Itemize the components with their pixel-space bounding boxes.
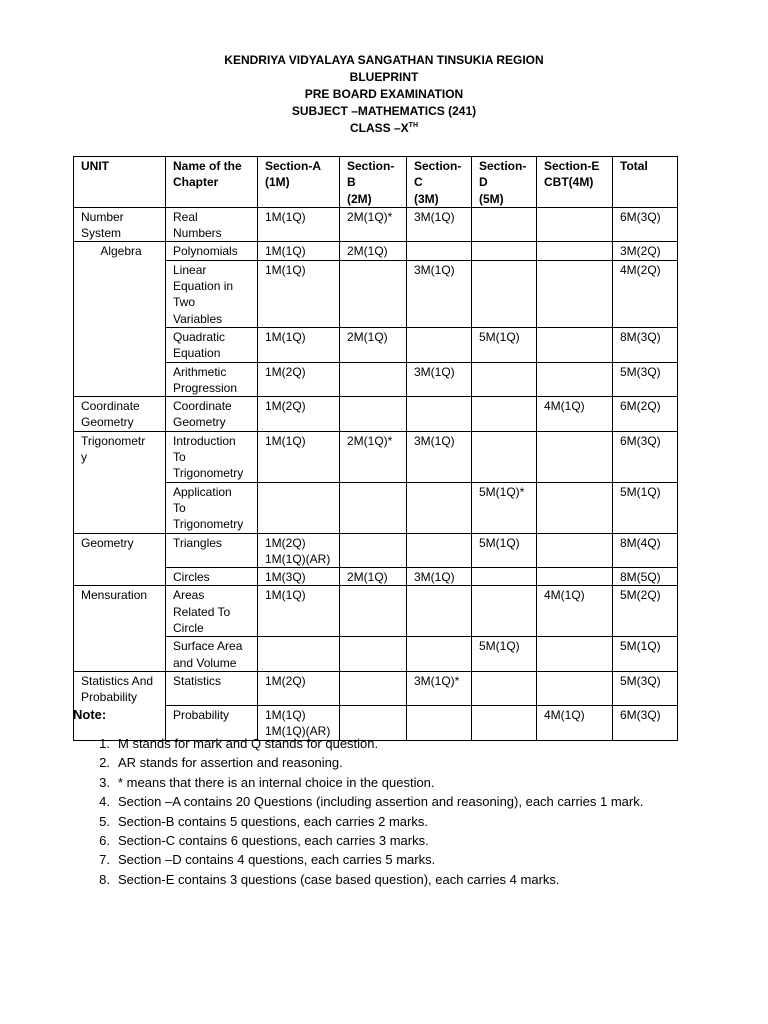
- cell-chapter: Introduction To Trigonometry: [166, 431, 258, 482]
- table-row: [74, 586, 678, 637]
- table-row: [74, 327, 678, 362]
- cell-section-e: [537, 568, 613, 586]
- cell-chapter: Coordinate Geometry: [166, 397, 258, 432]
- cell-section-a: 1M(3Q): [258, 568, 340, 586]
- cell-total: 5M(1Q): [613, 637, 678, 672]
- note-number: 8.: [99, 871, 110, 887]
- cell-section-b: 2M(1Q)*: [340, 207, 407, 242]
- cell-section-c: 3M(1Q): [407, 207, 472, 242]
- cell-section-a: [258, 482, 340, 533]
- cell-chapter: Statistics: [166, 671, 258, 705]
- cell-section-a: 1M(1Q): [258, 242, 340, 260]
- cell-section-c: [407, 327, 472, 362]
- note-text: Section-B contains 5 questions, each carries 2 marks.: [118, 813, 428, 829]
- cell-section-e: 4M(1Q): [537, 706, 613, 741]
- header-unit: UNIT: [74, 157, 166, 208]
- cell-section-b: [340, 586, 407, 637]
- cell-section-e: 4M(1Q): [537, 586, 613, 637]
- cell-section-a: 1M(1Q): [258, 260, 340, 327]
- cell-section-b: 2M(1Q)*: [340, 431, 407, 482]
- table-row: [74, 637, 678, 672]
- cell-section-d: 5M(1Q): [472, 637, 537, 672]
- cell-section-c: 3M(1Q): [407, 362, 472, 397]
- subject-line: SUBJECT –MATHEMATICS (241): [291, 104, 477, 118]
- cell-section-e: [537, 362, 613, 397]
- cell-section-a: 1M(2Q) 1M(1Q)(AR): [258, 533, 340, 568]
- cell-total: 6M(3Q): [613, 207, 678, 242]
- note-item: [73, 831, 643, 850]
- note-item: [73, 792, 643, 811]
- note-number: 1.: [99, 736, 110, 751]
- notes-list: [73, 734, 643, 889]
- cell-chapter: Polynomials: [166, 242, 258, 260]
- cell-chapter: Areas Related To Circle: [166, 586, 258, 637]
- note-text: AR stands for assertion and reasoning.: [118, 755, 343, 771]
- header-section-d: Section- D (5M): [472, 157, 537, 208]
- class-text: CLASS –X: [349, 121, 409, 135]
- cell-section-e: [537, 327, 613, 362]
- class-line: [0, 120, 768, 137]
- table-row: [74, 260, 678, 327]
- cell-total: 6M(3Q): [613, 706, 678, 741]
- document-type: BLUEPRINT: [349, 70, 419, 84]
- cell-chapter: Application To Trigonometry: [166, 482, 258, 533]
- cell-section-d: [472, 586, 537, 637]
- table-row: [74, 362, 678, 397]
- cell-section-d: 5M(1Q)*: [472, 482, 537, 533]
- cell-unit: Geometry: [74, 533, 166, 568]
- cell-section-c: 3M(1Q): [407, 260, 472, 327]
- cell-section-b: [340, 362, 407, 397]
- note-item: [73, 773, 643, 792]
- cell-chapter: Probability: [166, 706, 258, 741]
- cell-section-e: 4M(1Q): [537, 397, 613, 432]
- cell-section-d: [472, 207, 537, 242]
- cell-section-a: [258, 637, 340, 672]
- header-chapter: Name of the Chapter: [166, 157, 258, 208]
- cell-unit: [74, 482, 166, 533]
- table-row: [74, 533, 678, 568]
- cell-section-c: [407, 242, 472, 260]
- organization-title: KENDRIYA VIDYALAYA SANGATHAN TINSUKIA REGION: [224, 53, 544, 67]
- cell-total: 5M(1Q): [613, 482, 678, 533]
- cell-section-b: [340, 637, 407, 672]
- header-section-b: Section- B (2M): [340, 157, 407, 208]
- cell-section-d: [472, 568, 537, 586]
- table-row: [74, 207, 678, 242]
- note-text: M stands for mark and Q stands for question.: [118, 736, 379, 751]
- cell-section-b: [340, 671, 407, 705]
- cell-section-c: [407, 533, 472, 568]
- cell-total: 8M(3Q): [613, 327, 678, 362]
- table-row: [74, 431, 678, 482]
- cell-chapter: Triangles: [166, 533, 258, 568]
- cell-section-c: 3M(1Q)*: [407, 671, 472, 705]
- note-text: Section-E contains 3 questions (case based question), each carries 4 marks.: [118, 871, 560, 887]
- cell-total: 8M(5Q): [613, 568, 678, 586]
- cell-section-e: [537, 482, 613, 533]
- class-superscript: TH: [408, 122, 419, 129]
- header-section-a: Section-A (1M): [258, 157, 340, 208]
- cell-chapter: Arithmetic Progression: [166, 362, 258, 397]
- note-text: Section –D contains 4 questions, each carries 5 marks.: [118, 852, 436, 868]
- notes-title: Note:: [73, 707, 107, 722]
- cell-chapter: Surface Area and Volume: [166, 637, 258, 672]
- cell-total: 6M(2Q): [613, 397, 678, 432]
- cell-section-d: [472, 397, 537, 432]
- cell-unit: Coordinate Geometry: [74, 397, 166, 432]
- cell-section-b: 2M(1Q): [340, 242, 407, 260]
- cell-section-e: [537, 207, 613, 242]
- cell-section-a: 1M(2Q): [258, 397, 340, 432]
- cell-total: 6M(3Q): [613, 431, 678, 482]
- cell-section-e: [537, 671, 613, 705]
- note-item: [73, 812, 643, 831]
- note-number: 4.: [99, 794, 110, 810]
- cell-section-c: [407, 637, 472, 672]
- table-row: [74, 242, 678, 260]
- note-item: [73, 753, 643, 772]
- table-row: [74, 482, 678, 533]
- cell-unit: Algebra: [74, 242, 166, 260]
- cell-section-a: 1M(1Q): [258, 586, 340, 637]
- header-section-e: Section-E CBT(4M): [537, 157, 613, 208]
- cell-section-d: 5M(1Q): [472, 533, 537, 568]
- cell-unit: Statistics And Probability: [74, 671, 166, 705]
- blueprint-table: [73, 156, 678, 741]
- note-number: 5.: [99, 813, 110, 829]
- cell-section-e: [537, 431, 613, 482]
- cell-section-c: 3M(1Q): [407, 568, 472, 586]
- cell-section-a: 1M(1Q): [258, 207, 340, 242]
- cell-unit: [74, 637, 166, 672]
- cell-section-b: 2M(1Q): [340, 327, 407, 362]
- note-number: 3.: [99, 774, 110, 790]
- cell-section-c: 3M(1Q): [407, 431, 472, 482]
- cell-total: 3M(2Q): [613, 242, 678, 260]
- cell-chapter: Real Numbers: [166, 207, 258, 242]
- cell-chapter: Circles: [166, 568, 258, 586]
- cell-unit: [74, 362, 166, 397]
- cell-section-b: [340, 260, 407, 327]
- cell-section-a: 1M(1Q): [258, 327, 340, 362]
- cell-section-a: 1M(2Q): [258, 362, 340, 397]
- cell-section-d: [472, 362, 537, 397]
- cell-section-d: [472, 671, 537, 705]
- cell-section-c: [407, 586, 472, 637]
- table-body: [74, 207, 678, 740]
- cell-section-e: [537, 637, 613, 672]
- cell-section-d: 5M(1Q): [472, 327, 537, 362]
- cell-section-a: 1M(1Q): [258, 431, 340, 482]
- table-row: [74, 397, 678, 432]
- cell-section-b: 2M(1Q): [340, 568, 407, 586]
- header-total: Total: [613, 157, 678, 208]
- table-header-row: [74, 157, 678, 208]
- note-text: * means that there is an internal choice in the question.: [118, 774, 435, 790]
- cell-section-e: [537, 242, 613, 260]
- cell-total: 5M(2Q): [613, 586, 678, 637]
- cell-unit: [74, 260, 166, 327]
- note-text: Section –A contains 20 Questions (including assertion and reasoning), each carries 1 mark.: [118, 794, 644, 810]
- cell-section-e: [537, 260, 613, 327]
- cell-section-d: [472, 260, 537, 327]
- note-number: 7.: [99, 852, 110, 868]
- table-row: [74, 568, 678, 586]
- exam-name: PRE BOARD EXAMINATION: [304, 87, 464, 101]
- note-item: [73, 870, 643, 889]
- cell-unit: [74, 568, 166, 586]
- cell-total: 4M(2Q): [613, 260, 678, 327]
- cell-unit: Trigonometr y: [74, 431, 166, 482]
- cell-section-b: [340, 482, 407, 533]
- cell-unit: Number System: [74, 207, 166, 242]
- cell-section-a: 1M(1Q) 1M(1Q)(AR): [258, 706, 340, 741]
- cell-unit: Mensuration: [74, 586, 166, 637]
- cell-section-e: [537, 533, 613, 568]
- note-item: [73, 850, 643, 869]
- cell-total: 8M(4Q): [613, 533, 678, 568]
- cell-section-c: [407, 397, 472, 432]
- note-text: Section-C contains 6 questions, each carries 3 marks.: [118, 833, 429, 849]
- note-number: 2.: [99, 755, 110, 771]
- table-row: [74, 671, 678, 705]
- cell-section-d: [472, 431, 537, 482]
- cell-unit: [74, 327, 166, 362]
- note-item: [73, 734, 643, 753]
- cell-chapter: Quadratic Equation: [166, 327, 258, 362]
- cell-section-d: [472, 242, 537, 260]
- document-header: [0, 52, 768, 137]
- cell-total: 5M(3Q): [613, 671, 678, 705]
- cell-section-b: [340, 533, 407, 568]
- cell-section-b: [340, 397, 407, 432]
- cell-chapter: Linear Equation in Two Variables: [166, 260, 258, 327]
- cell-section-c: [407, 482, 472, 533]
- note-number: 6.: [99, 833, 110, 849]
- cell-section-a: 1M(2Q): [258, 671, 340, 705]
- header-section-c: Section- C (3M): [407, 157, 472, 208]
- cell-total: 5M(3Q): [613, 362, 678, 397]
